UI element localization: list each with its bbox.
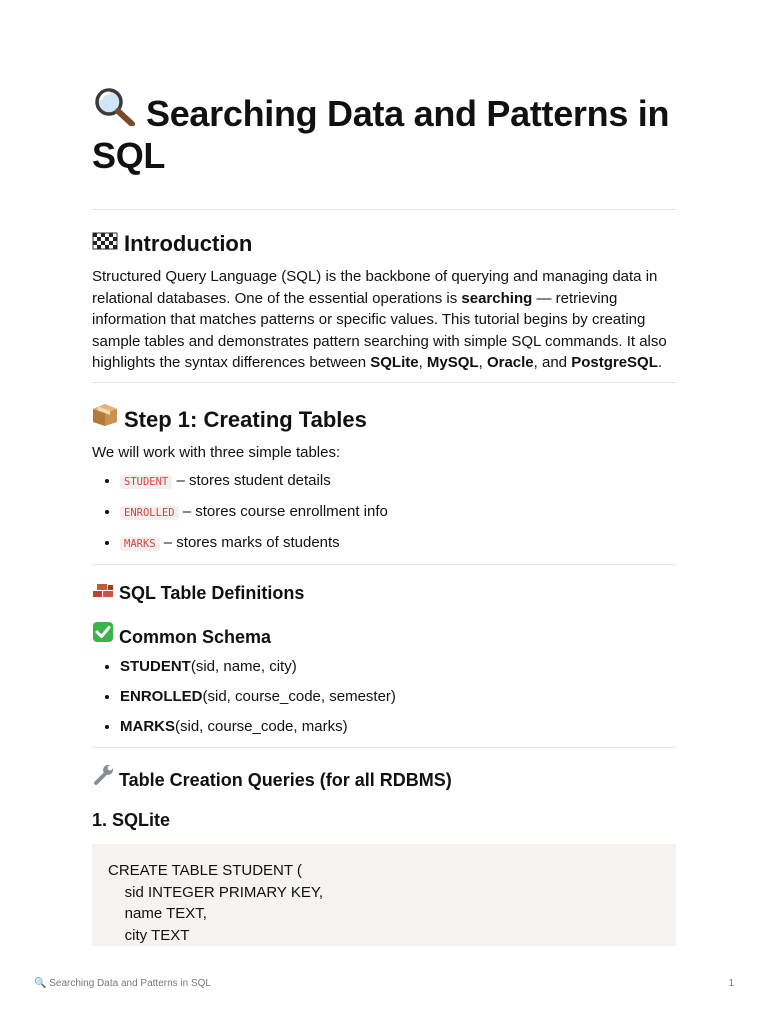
wrench-icon (92, 764, 114, 792)
magnifier-icon: 🔍 (34, 978, 47, 989)
section-heading-introduction: Introduction (92, 230, 676, 258)
page-footer (34, 978, 734, 989)
checkered-flag-icon (92, 230, 118, 258)
section-heading-definitions: SQL Table Definitions (92, 581, 676, 605)
document-page (92, 86, 676, 946)
table-list (92, 471, 676, 554)
magnifier-icon (92, 86, 136, 135)
divider (92, 747, 676, 748)
section-heading-step1: Step 1: Creating Tables (92, 403, 676, 434)
code-tag: MARKS (120, 537, 160, 551)
code-block: CREATE TABLE STUDENT ( sid INTEGER PRIMARY KEY, name TEXT, city TEXT (92, 844, 676, 946)
package-icon (92, 403, 118, 434)
schema-list (92, 657, 676, 737)
section-heading-queries: Table Creation Queries (for all RDBMS) (92, 764, 676, 792)
check-mark-icon (92, 621, 114, 649)
list-item: • MARKS(sid, course_code, marks) (120, 717, 676, 737)
footer-title: Searching Data and Patterns in SQL (49, 978, 211, 989)
list-item: • STUDENT – stores student details (120, 471, 676, 492)
divider (92, 209, 676, 210)
divider (92, 564, 676, 565)
page-number: 1 (728, 978, 734, 989)
list-item: • ENROLLED – stores course enrollment info (120, 502, 676, 523)
list-item: • ENROLLED(sid, course_code, semester) (120, 687, 676, 707)
subsection-heading-sqlite: 1. SQLite (92, 810, 171, 830)
page-title: Searching Data and Patterns in SQL (92, 86, 676, 177)
list-item: • STUDENT(sid, name, city) (120, 657, 676, 677)
code-tag: ENROLLED (120, 506, 179, 520)
section-heading-common-schema: Common Schema (92, 621, 676, 649)
bricks-icon (92, 581, 114, 605)
intro-paragraph: Structured Query Language (SQL) is the backbone of querying and managing data in relational databases. One of the essential operations is searching — retrieving information that matches patterns or specific values. This tutorial begins by creating sample tables and demonstrates pattern searching with simple SQL commands. It also highlights the syntax differences between SQLite, MySQL, Oracle, and PostgreSQL. (92, 268, 667, 371)
code-tag: STUDENT (120, 475, 172, 489)
list-item: • MARKS – stores marks of students (120, 533, 676, 554)
step1-lead: We will work with three simple tables: (92, 443, 341, 461)
divider (92, 382, 676, 383)
